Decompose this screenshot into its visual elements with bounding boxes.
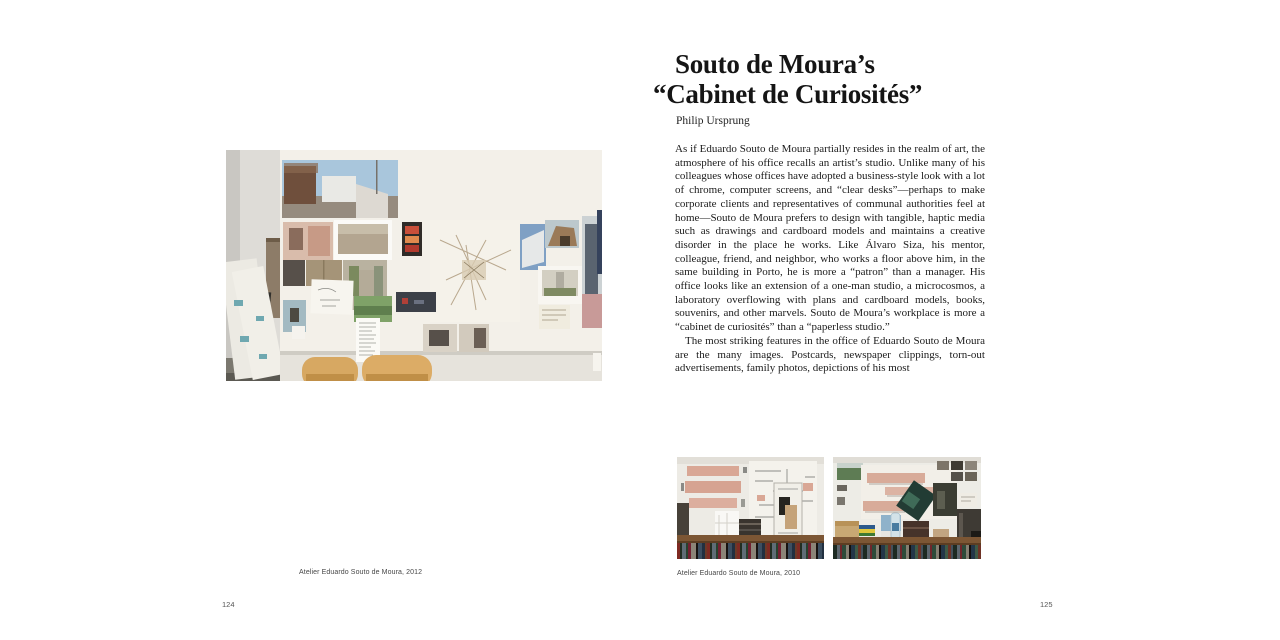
- title-line-1: Souto de Moura’s: [675, 49, 875, 79]
- body-paragraph-1: As if Eduardo Souto de Moura partially resides in the realm of art, the atmosphere of his office recalls an artist’s studio. Unlike many of his colleagues whose offices have adopted a business-style look with a lot of chrome, computer screens, and “clear desks”—perhaps to make corporate clients and representatives of communal authorities feel at home—Souto de Moura prefers to design with tangible, haptic media such as drawings and cardboard models and maintains a creative disorder in the place he works. Like Álvaro Siza, his mentor, colleague, friend, and neighbor, who works a floor above him, in the same building in Porto, he is more a “patron” than a manager. His office looks like an extension of a one-man studio, a microcosmos, a laboratory overflowing with plans and cardboard models, books, souvenirs, and other marvels. Souto de Moura’s workplace is more a “cabinet de curiosités” than a “paperless studio.”: [675, 143, 985, 334]
- left-page-photo: [226, 150, 602, 381]
- left-photo-caption: Atelier Eduardo Souto de Moura, 2012: [299, 569, 423, 576]
- right-page-number: 125: [1040, 600, 1053, 609]
- right-page-photo-1: [677, 457, 824, 559]
- article-header: [653, 49, 1013, 109]
- atelier-wall-2010-right-illustration: [833, 457, 981, 559]
- article-title: [653, 49, 1013, 109]
- article-author: Philip Ursprung: [676, 115, 750, 127]
- right-photo-caption: Atelier Eduardo Souto de Moura, 2010: [677, 570, 801, 577]
- title-line-2: “Cabinet de Curiosités”: [653, 79, 923, 109]
- body-paragraph-2: The most striking features in the office of Eduardo Souto de Moura are the many images. Postcards, newspaper clippings, torn-out advertisements, family photos, depictions of his most: [675, 334, 985, 375]
- atelier-wall-2012-illustration: [226, 150, 602, 381]
- right-page-photo-2: [833, 457, 981, 559]
- left-page-number: 124: [222, 600, 235, 609]
- atelier-wall-2010-left-illustration: [677, 457, 824, 559]
- article-body: [675, 143, 985, 376]
